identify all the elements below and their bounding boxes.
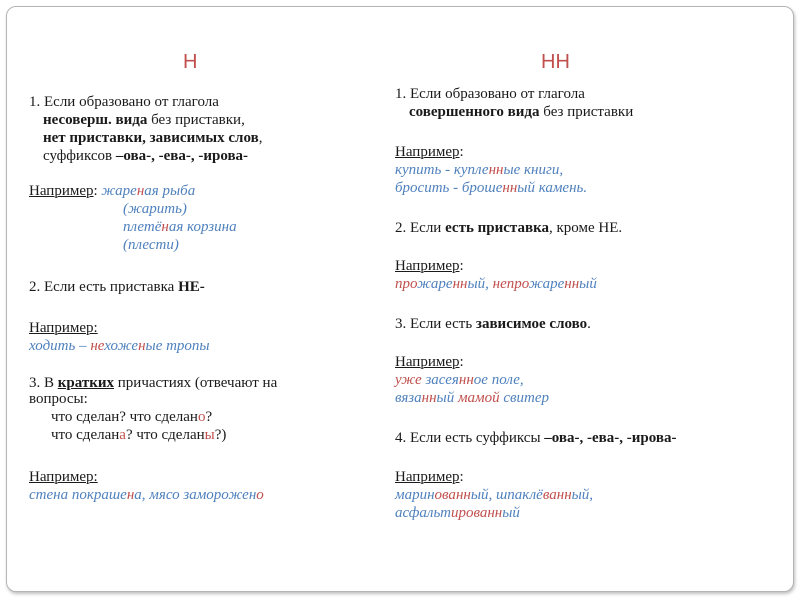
example2: прожаренный, непрожаренный [395, 276, 597, 292]
rule1-comma: , [258, 130, 263, 146]
rule4-suffixes: –ова-, -ева-, -ирова- [544, 430, 677, 446]
example1-line4: (плести) [123, 237, 179, 253]
rule3: 3. Если есть зависимое слово. [395, 316, 591, 332]
example3-line2: вязанный мамой свитер [395, 390, 550, 406]
example4-heading-line: Например: [395, 469, 464, 485]
rule3-line1: 3. В кратких причастиях (отвечают на [29, 375, 278, 391]
rule3-short: кратких [57, 375, 115, 391]
rule3-line3: что сделан? что сделано? [51, 409, 213, 425]
example-colon: : [93, 183, 102, 199]
rule2-prefix: есть приставка [445, 220, 549, 236]
rule1-rest: без приставки, [147, 112, 245, 128]
slide-frame [6, 6, 794, 592]
rule1-line3 [43, 129, 262, 147]
column-title-nn: НН [541, 51, 570, 73]
rule3-line2: вопросы: [29, 391, 88, 407]
rule3-dependent-word: зависимое слово [475, 316, 588, 332]
example-heading: Например [395, 144, 460, 160]
rule1-suffix-label: суффиксов [43, 148, 116, 164]
rule2: 2. Если есть приставка НЕ- [29, 279, 205, 295]
example-heading: Например [29, 183, 94, 199]
rule1-line1: 1. Если образовано от глагола [395, 86, 585, 102]
example1-heading-line: Например: [395, 144, 464, 160]
example4-line2: асфальтированный [395, 505, 520, 521]
rule1-line1 [29, 93, 219, 111]
example2: ходить – нехоженые тропы [29, 338, 210, 354]
column-title-n: Н [183, 51, 198, 73]
example1-line2: бросить - брошенный камень. [395, 180, 588, 196]
rule2-prefix: НЕ- [178, 279, 205, 295]
rule1-text: 1. Если образовано от глагола [29, 94, 219, 110]
example1-line3: плетёная корзина [123, 219, 237, 235]
rule1-bold-aspect: совершенного вида [409, 104, 540, 120]
rule1-line2 [43, 111, 245, 129]
example4-line1: маринованный, шпаклёванный, [395, 487, 594, 503]
example-word: жареная рыба [101, 183, 196, 199]
example2-heading: Например: [29, 320, 98, 336]
example3-heading: Например: [29, 469, 98, 485]
example3: стена покрашена, мясо заморожено [29, 487, 264, 503]
example1-line1 [29, 182, 195, 200]
rule4: 4. Если есть суффиксы –ова-, -ева-, -ирова- [395, 430, 677, 446]
rule1-line2: совершенного вида без приставки [409, 104, 634, 120]
rule1-line4 [43, 147, 248, 165]
rule3-line4: что сделана? что сделаны?) [51, 427, 227, 443]
rule1-bold-conditions: нет приставки, зависимых слов [43, 130, 259, 146]
example2-heading-line: Например: [395, 258, 464, 274]
example3-line1: уже засеянное поле, [395, 372, 524, 388]
example3-heading-line: Например: [395, 354, 464, 370]
example1-line2: (жарить) [123, 201, 187, 217]
rule1-suffixes: –ова-, -ева-, -ирова- [115, 148, 249, 164]
rule2: 2. Если есть приставка, кроме НЕ. [395, 220, 623, 236]
example1-line1: купить - купленные книги, [395, 162, 564, 178]
rule1-bold-aspect: несоверш. вида [43, 112, 148, 128]
